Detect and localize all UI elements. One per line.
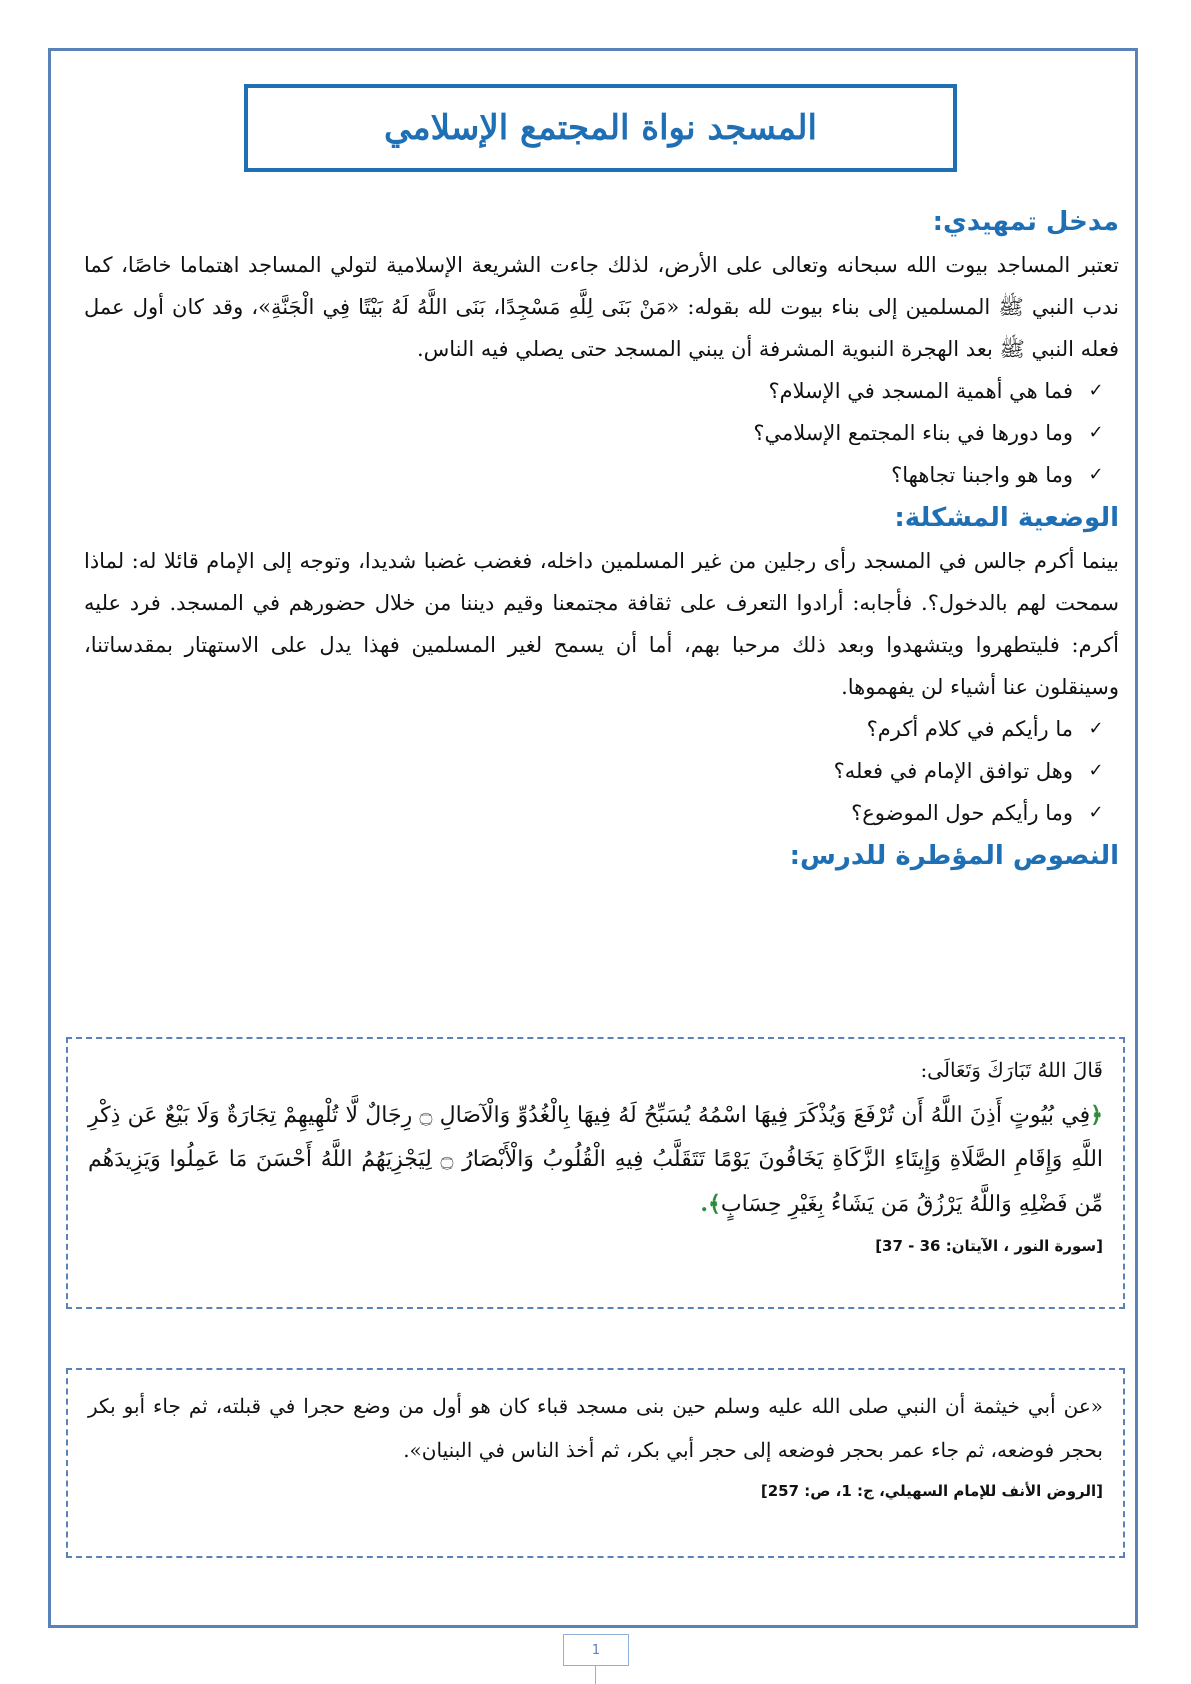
check-icon: ✓ [1088, 718, 1104, 739]
quran-box [66, 1037, 1125, 1309]
page-number-stem [595, 1666, 596, 1684]
hadith-source: [الروض الأنف للإمام السهيلي، ج: 1، ص: 257] [760, 1482, 1103, 1500]
quran-verse: فِي بُيُوتٍ أَذِنَ اللَّهُ أَن تُرْفَعَ وَيُذْكَرَ فِيهَا اسْمُهُ يُسَبِّحُ لَهُ فِيهَا بِالْغُدُوِّ وَالْآصَالِ ۝ رِجَالٌ لَّا تُلْهِيهِمْ تِجَارَةٌ وَلَا بَيْعٌ عَن ذِكْرِ اللَّهِ وَإِقَامِ الصَّلَاةِ وَإِيتَاءِ الزَّكَاةِ يَخَافُونَ يَوْمًا تَتَقَلَّبُ فِيهِ الْقُلُوبُ وَالْأَبْصَارُ ۝ لِيَجْزِيَهُمُ اللَّهُ أَحْسَنَ مَا عَمِلُوا وَيَزِيدَهُم مِّن فَضْلِهِ وَاللَّهُ يَرْزُقُ مَن يَشَاءُ بِغَيْرِ حِسَابٍ [88, 1103, 1104, 1217]
check-icon: ✓ [1088, 760, 1104, 781]
question-text: فما هي أهمية المسجد في الإسلام؟ [768, 379, 1073, 403]
question-text: ما رأيكم في كلام أكرم؟ [866, 717, 1073, 741]
list-item [84, 750, 1105, 792]
list-item [84, 370, 1105, 412]
question-text: وما هو واجبنا تجاهها؟ [891, 463, 1073, 487]
intro-questions [84, 370, 1119, 496]
intro-heading: مدخل تمهيدي: [932, 207, 1119, 237]
title-box [244, 84, 957, 172]
intro-paragraph: تعتبر المساجد بيوت الله سبحانه وتعالى على الأرض، لذلك جاءت الشريعة الإسلامية لتولي المساجد اهتماما خاصًا، كما ندب النبي ﷺ المسلمين إلى بناء بيوت لله بقوله: «مَنْ بَنَى لِلَّهِ مَسْجِدًا، بَنَى اللَّهُ لَهُ بَيْتًا فِي الْجَنَّةِ»، وقد كان أول عمل فعله النبي ﷺ بعد الهجرة النبوية المشرفة أن يبني المسجد حتى يصلي فيه الناس. [84, 253, 1119, 361]
quran-verse-block [88, 1093, 1103, 1227]
list-item [84, 454, 1105, 496]
quran-close-bracket: ﴾. [700, 1191, 721, 1217]
question-text: وما رأيكم حول الموضوع؟ [851, 801, 1073, 825]
question-text: وهل توافق الإمام في فعله؟ [833, 759, 1073, 783]
hadith-box [66, 1368, 1125, 1558]
check-icon: ✓ [1088, 802, 1104, 823]
problem-questions [84, 708, 1119, 834]
question-text: وما دورها في بناء المجتمع الإسلامي؟ [753, 421, 1073, 445]
quran-source: [سورة النور ، الآيتان: 36 - 37] [875, 1237, 1103, 1255]
texts-heading: النصوص المؤطرة للدرس: [789, 841, 1119, 871]
check-icon: ✓ [1088, 422, 1104, 443]
check-icon: ✓ [1088, 464, 1104, 485]
page-number: 1 [563, 1634, 629, 1666]
list-item [84, 412, 1105, 454]
quran-intro: قَالَ اللهُ تَبَارَكَ وَتَعَالَى: [920, 1058, 1103, 1082]
check-icon: ✓ [1088, 380, 1104, 401]
problem-paragraph: بينما أكرم جالس في المسجد رأى رجلين من غير المسلمين داخله، فغضب غضبا شديدا، وتوجه إلى الإمام قائلا له: لماذا سمحت لهم بالدخول؟. فأجابه: أرادوا التعرف على ثقافة مجتمعنا وقيم ديننا من خلال حضورهم في المسجد. فرد عليه أكرم: فليتطهروا ويتشهدوا وبعد ذلك مرحبا بهم، أما أن يسمح لغير المسلمين فهذا يدل على الاستهتار بمقدساتنا، وسينقلون عنا أشياء لن يفهموها. [84, 549, 1119, 699]
hadith-text: «عن أبي خيثمة أن النبي صلى الله عليه وسلم حين بنى مسجد قباء كان هو أول من وضع حجرا في قبلته، ثم جاء أبو بكر بحجر فوضعه، ثم جاء عمر بحجر فوضعه إلى حجر أبي بكر، ثم أخذ الناس في البنيان». [88, 1394, 1103, 1462]
page-title: المسجد نواة المجتمع الإسلامي [384, 108, 817, 148]
problem-heading: الوضعية المشكلة: [894, 503, 1119, 533]
list-item [84, 792, 1105, 834]
main-content [84, 200, 1119, 878]
list-item [84, 708, 1105, 750]
quran-open-bracket: ﴿ [1090, 1102, 1104, 1128]
